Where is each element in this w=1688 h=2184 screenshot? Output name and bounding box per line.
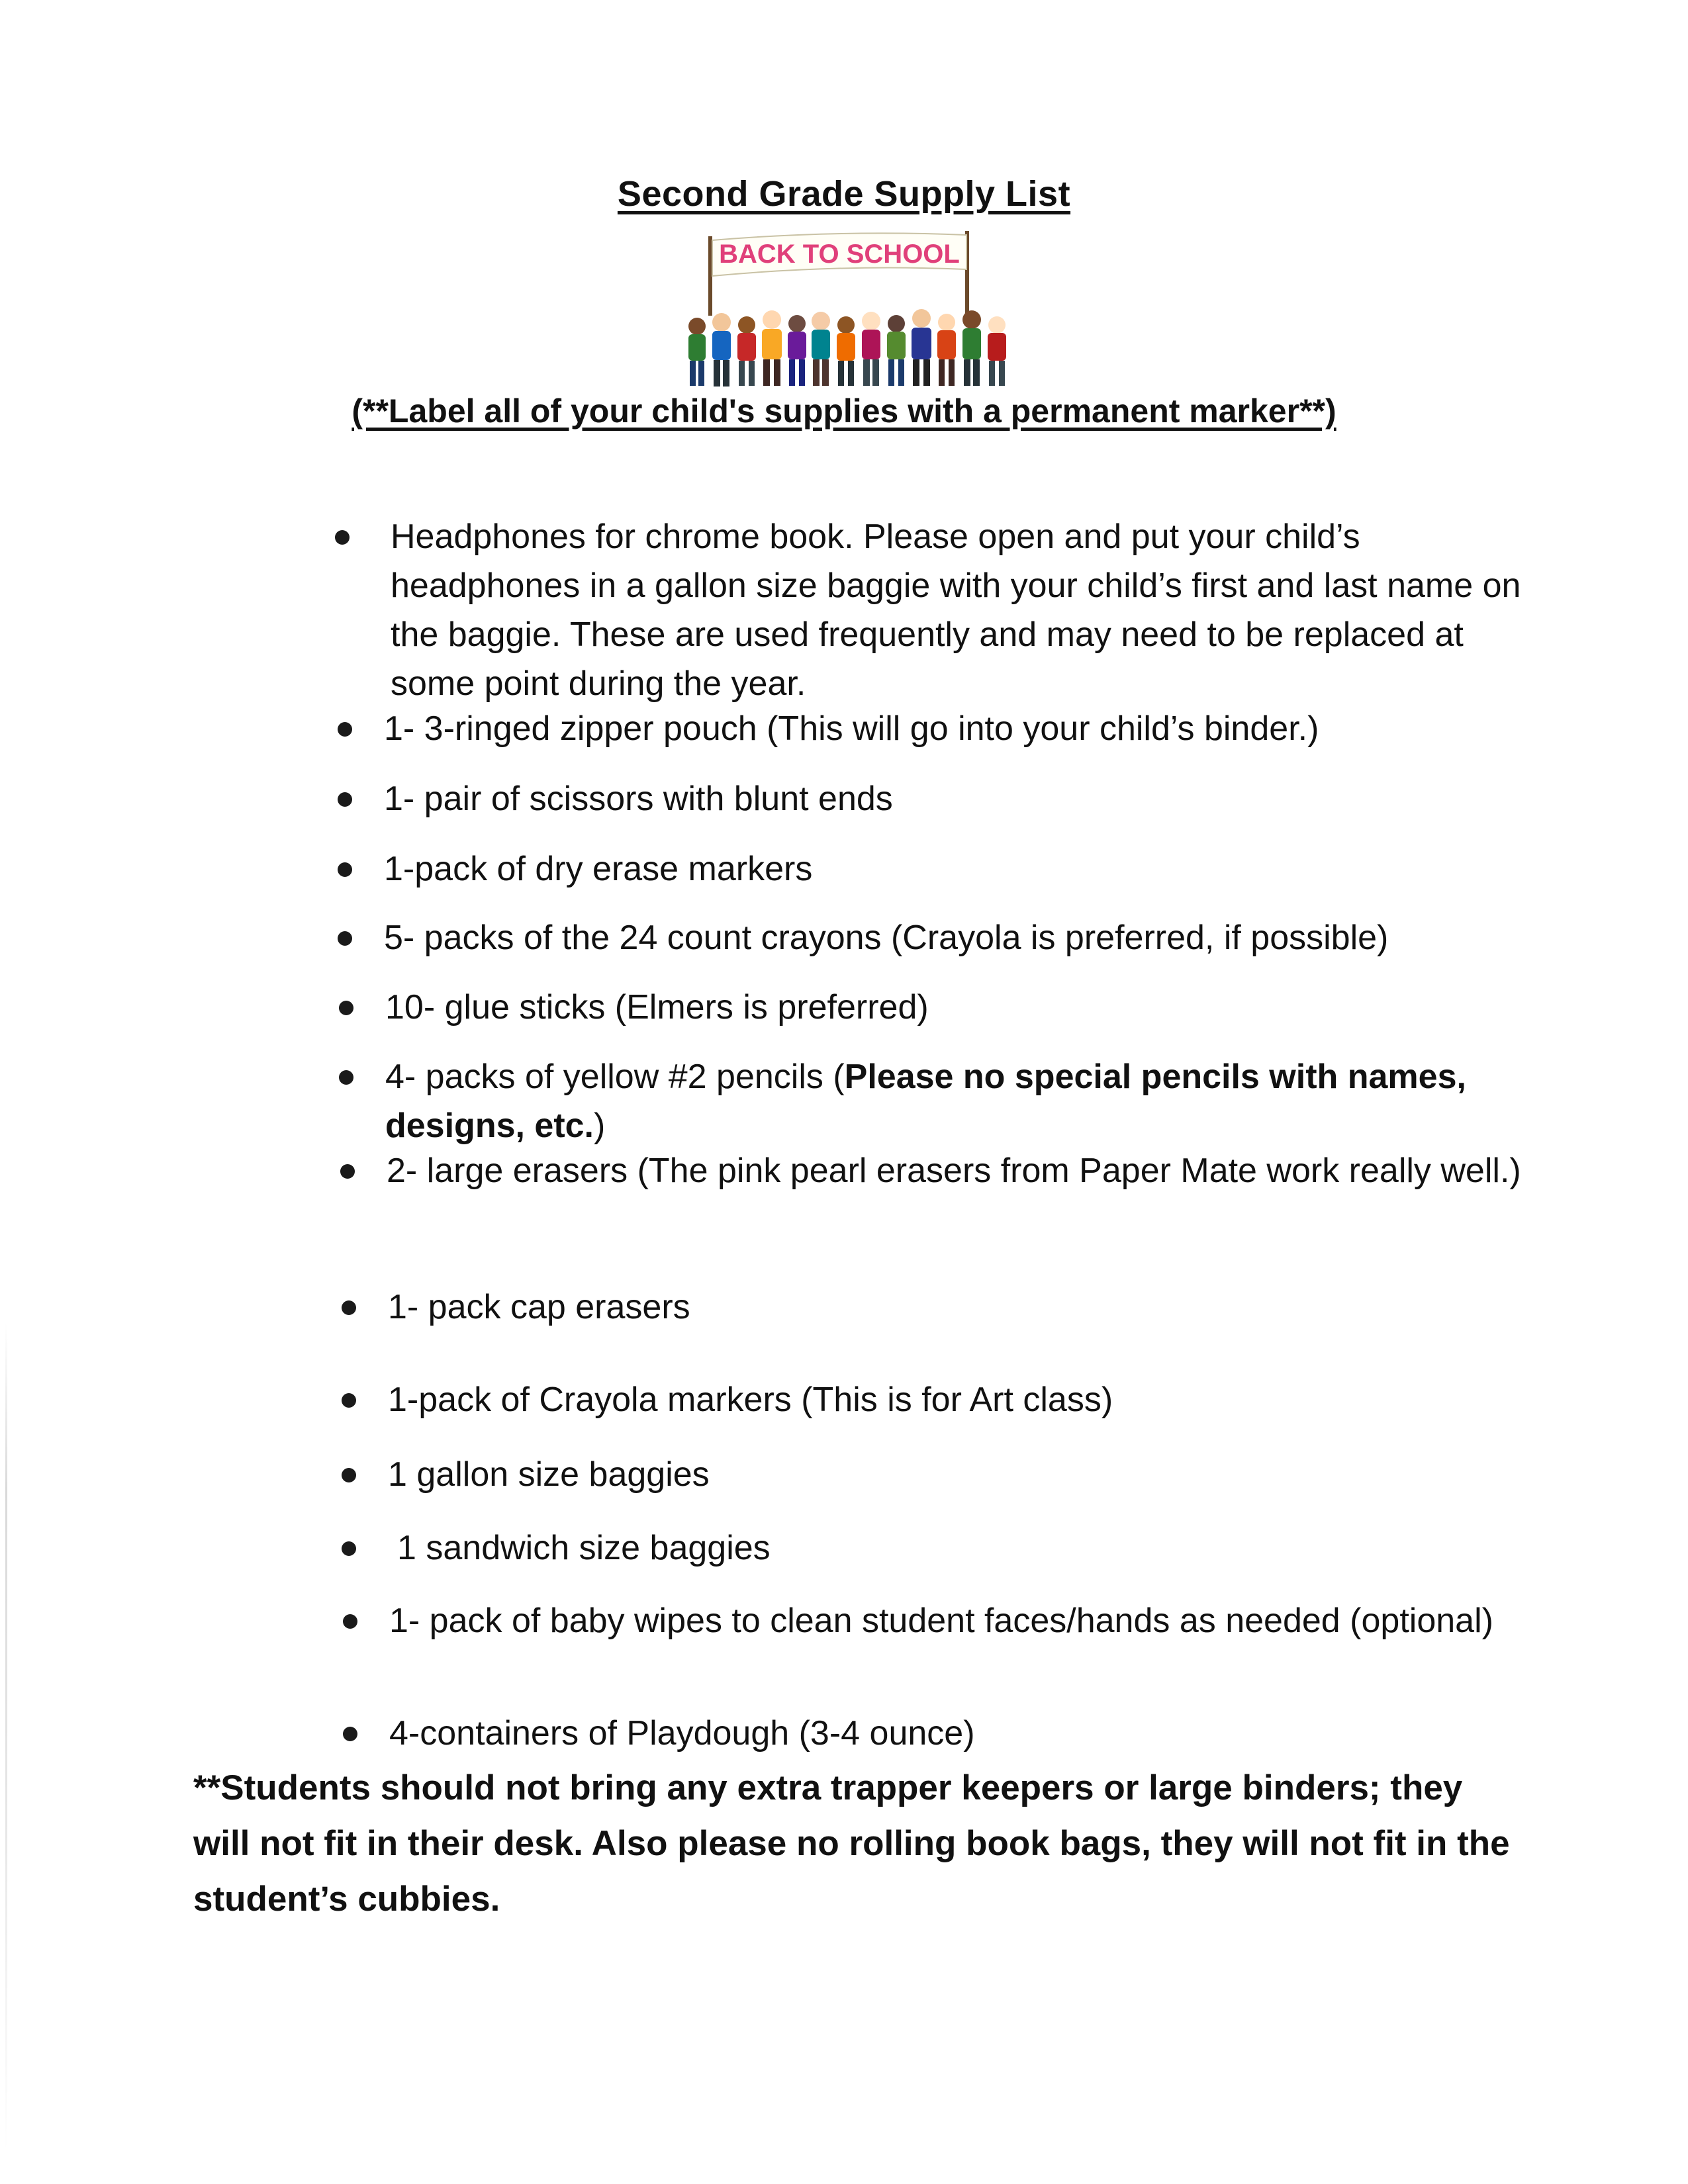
- bullet-icon: [339, 1070, 353, 1085]
- list-item-text: 4-containers of Playdough (3-4 ounce): [389, 1714, 975, 1752]
- list-item-text: 4- packs of yellow #2 pencils (: [385, 1058, 845, 1096]
- bullet-icon: [342, 1393, 356, 1408]
- bullet-icon: [342, 1468, 356, 1482]
- bullet-icon: [338, 722, 352, 737]
- footer-note: **Students should not bring any extra trapper keepers or large binders; they will not fit in their desk. Also please no rolling book bags, they will not fit in the student’s cubbies.: [193, 1768, 1510, 1919]
- list-item-text: 1- 3-ringed zipper pouch (This will go into your child’s binder.): [384, 709, 1319, 748]
- list-item-text: 2- large erasers (The pink pearl erasers from Paper Mate work really well.): [387, 1152, 1521, 1190]
- label-instruction: (**Label all of your child's supplies with a permanent marker**): [352, 392, 1336, 430]
- list-item-text: 5- packs of the 24 count crayons (Crayola is preferred, if possible): [384, 919, 1389, 957]
- bullet-icon: [338, 931, 352, 946]
- bullet-icon: [343, 1727, 357, 1741]
- list-item: [388, 1450, 1546, 1499]
- bullet-icon: [338, 792, 352, 807]
- list-item-text: 1- pack of baby wipes to clean student faces/hands as needed (optional): [389, 1602, 1493, 1640]
- bullet-icon: [342, 1541, 356, 1556]
- list-item: [388, 1375, 1546, 1424]
- children-group: [688, 309, 1006, 387]
- list-item-text: 1 sandwich size baggies: [397, 1529, 771, 1567]
- list-item: [397, 1524, 1556, 1572]
- bullet-icon: [342, 1300, 356, 1315]
- list-item: [387, 1146, 1545, 1195]
- list-item-text: 10- glue sticks (Elmers is preferred): [385, 988, 929, 1026]
- list-item-text: Headphones for chrome book. Please open and put your child’s headphones in a gallon size baggie with your child’s first and last name on the baggie. These are used frequently and may need to be replaced at some point during the year.: [391, 518, 1521, 703]
- list-item: [384, 913, 1542, 962]
- list-item-bold-text: Please no special pencils with names, designs, etc.: [385, 1058, 1466, 1145]
- list-item-text-after: ): [594, 1107, 606, 1145]
- banner-text: BACK TO SCHOOL: [719, 240, 960, 269]
- list-item: [384, 844, 1542, 893]
- list-item: [385, 1052, 1544, 1150]
- bullet-icon: [338, 862, 352, 877]
- bullet-icon: [335, 530, 350, 545]
- scan-edge-line: [5, 1324, 7, 2151]
- list-item: [384, 704, 1542, 753]
- list-item: [385, 983, 1544, 1032]
- list-item-text: 1- pack cap erasers: [388, 1288, 690, 1326]
- back-to-school-clipart: [680, 228, 1038, 394]
- list-item: [391, 512, 1549, 708]
- page-title: Second Grade Supply List: [617, 174, 1071, 214]
- list-item: [384, 774, 1542, 823]
- bullet-icon: [340, 1164, 355, 1179]
- list-item: [389, 1709, 1548, 1758]
- list-item-text: 1-pack of dry erase markers: [384, 850, 813, 888]
- bullet-icon: [343, 1614, 357, 1629]
- list-item: [389, 1596, 1548, 1645]
- list-item: [388, 1283, 1546, 1332]
- list-item-text: 1-pack of Crayola markers (This is for Art class): [388, 1381, 1113, 1419]
- list-item-text: 1- pair of scissors with blunt ends: [384, 780, 893, 818]
- list-item-text: 1 gallon size baggies: [388, 1455, 710, 1494]
- bullet-icon: [339, 1001, 353, 1015]
